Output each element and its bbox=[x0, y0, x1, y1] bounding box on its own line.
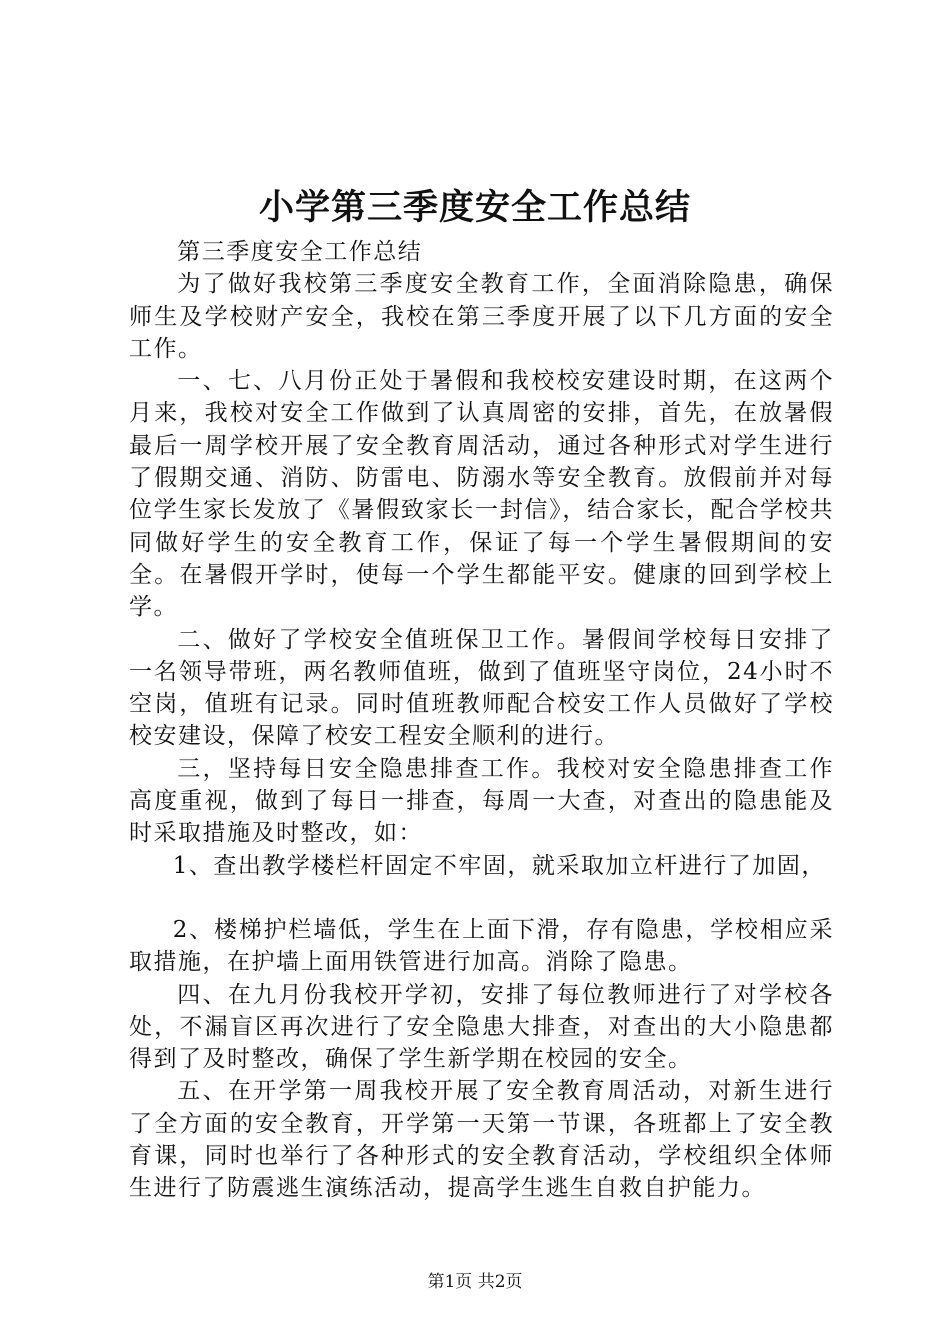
document-body bbox=[129, 236, 834, 1205]
section-three-paragraph: 三，坚持每日安全隐患排查工作。我校对安全隐患排查工作高度重视，做到了每日一排查，每周一大查，对查出的隐患能及时采取措施及时整改，如： bbox=[129, 755, 834, 847]
section-one-paragraph: 一、七、八月份正处于暑假和我校校安建设时期，在这两个月来，我校对安全工作做到了认真周密的安排，首先，在放暑假最后一周学校开展了安全教育周活动，通过各种形式对学生进行了假期交通、消防、防雷电、防溺水等安全教育。放假前并对每位学生家长发放了《暑假致家长一封信》，结合家长，配合学校共同做好学生的安全教育工作，保证了每一个学生暑假期间的安全。在暑假开学时，使每一个学生都能平安。健康的回到学校上学。 bbox=[129, 368, 834, 621]
document-title: 小学第三季度安全工作总结 bbox=[258, 187, 691, 228]
subtitle-paragraph: 第三季度安全工作总结 bbox=[177, 239, 423, 265]
item-one-paragraph: 1、查出教学楼栏杆固定不牢固，就采取加立杆进行了加固， bbox=[172, 852, 826, 879]
section-four-paragraph: 四、在九月份我校开学初，安排了每位教师进行了对学校各处，不漏盲区再次进行了安全隐患大排查，对查出的大小隐患都得到了及时整改，确保了学生新学期在校园的安全。 bbox=[129, 981, 834, 1073]
page-number-footer: 第1页 共2页 bbox=[427, 1272, 523, 1292]
section-two-paragraph: 二、做好了学校安全值班保卫工作。暑假间学校每日安排了一名领导带班，两名教师值班，做到了值班坚守岗位，24小时不空岗，值班有记录。同时值班教师配合校安工作人员做好了学校校安建设，保障了校安工程安全顺利的进行。 bbox=[129, 626, 834, 750]
item-two-paragraph: 2、楼梯护栏墙低，学生在上面下滑，存有隐患，学校相应采取措施，在护墙上面用铁管进行加高。消除了隐患。 bbox=[129, 916, 834, 976]
intro-paragraph: 为了做好我校第三季度安全教育工作，全面消除隐患，确保师生及学校财产安全，我校在第三季度开展了以下几方面的安全工作。 bbox=[129, 271, 834, 362]
section-five-paragraph: 五、在开学第一周我校开展了安全教育周活动，对新生进行了全方面的安全教育，开学第一天第一节课，各班都上了安全教育课，同时也举行了各种形式的安全教育活动，学校组织全体师生进行了防震逃生演练活动，提高学生逃生自救自护能力。 bbox=[129, 1078, 834, 1202]
